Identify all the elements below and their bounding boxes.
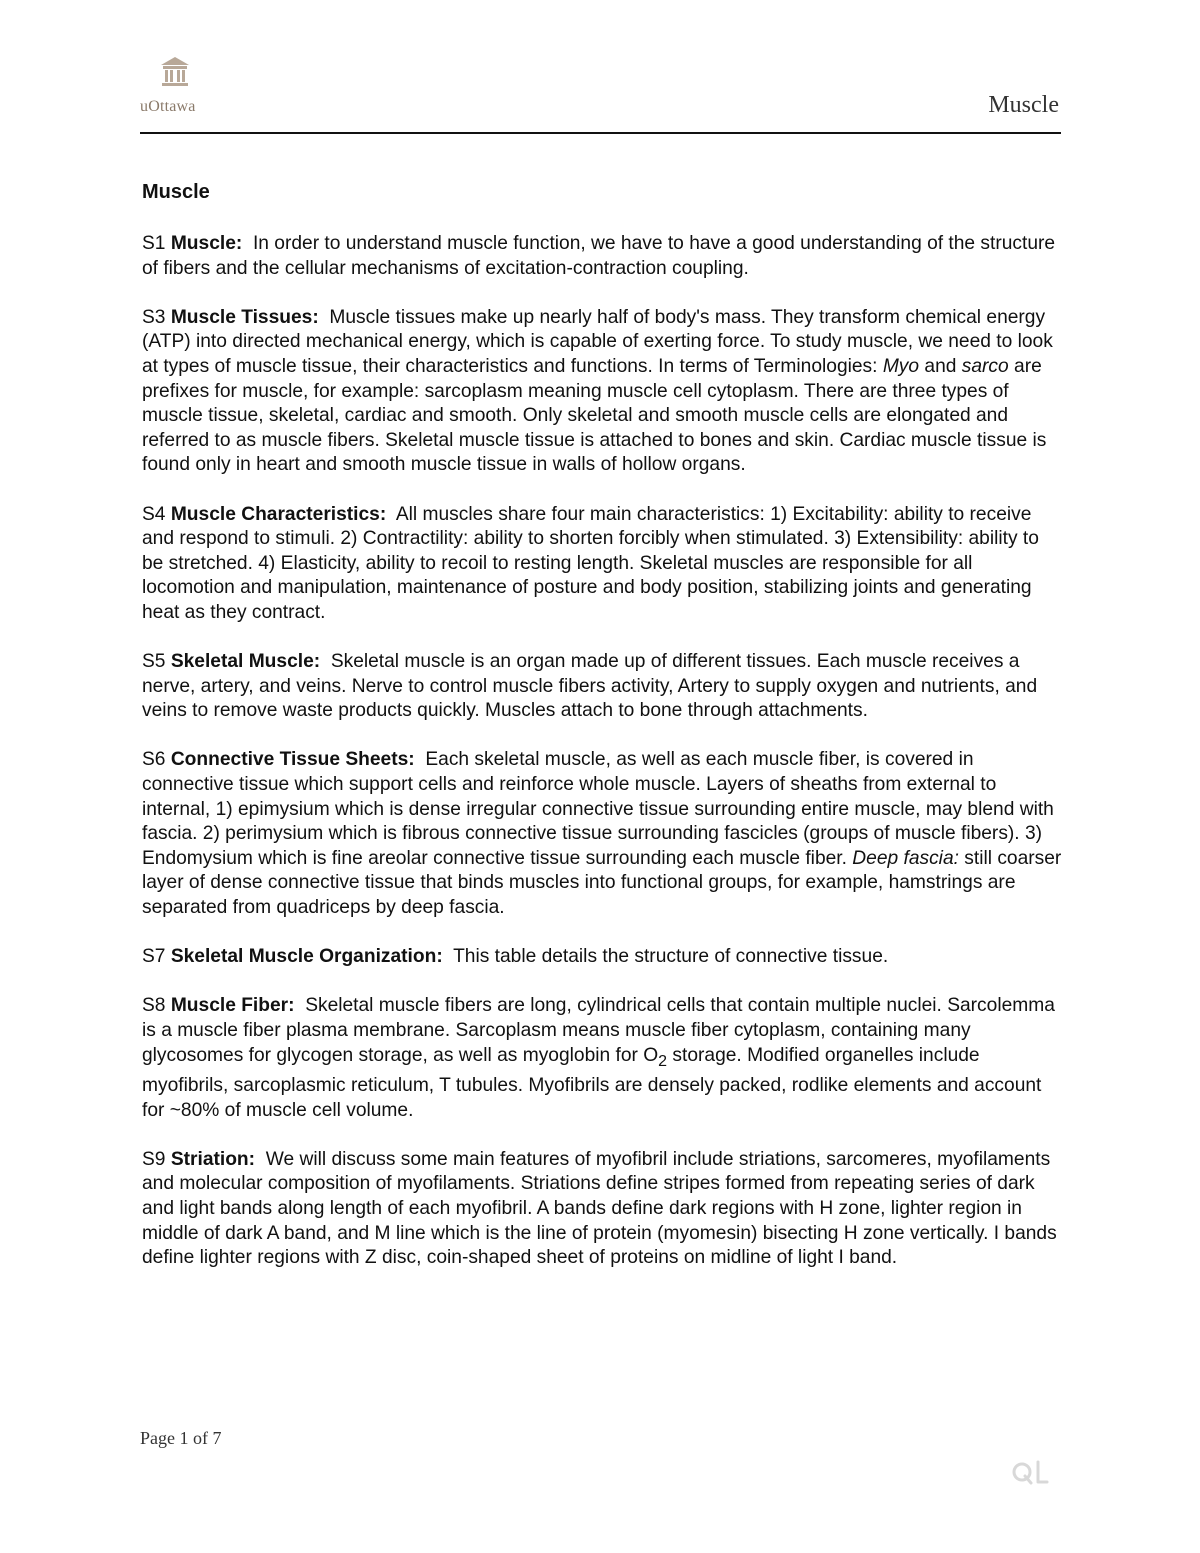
section-text: Skeletal muscle fibers are long, cylindrical cells that contain multiple nuclei. Sarcolemma is a muscle fiber plasma membrane. Sarcoplasm means muscle fiber cytoplasm, containing many glycosomes for glycogen storage, as well as myoglobin for O (142, 995, 1055, 1066)
section-s7 (142, 945, 1063, 970)
section-italic: Deep fascia: (852, 847, 959, 869)
section-s8 (142, 994, 1063, 1123)
section-text: Each skeletal muscle, as well as each muscle fiber, is covered in connective tissue which support cells and reinforce whole muscle. Layers of sheaths from external to internal, 1) epimysium which is dense irregular connective tissue surrounding entire muscle, may blend with fascia. 2) perimysium which is fibrous connective tissue surrounding fascicles (groups of muscle fibers). 3) Endomysium which is fine areolar connective tissue surrounding each muscle fiber. (142, 749, 1054, 869)
document-title: Muscle (142, 181, 210, 203)
section-id: S5 (142, 651, 166, 673)
section-heading: Striation: (170, 1148, 256, 1170)
section-text: still coarser layer of dense connective tissue that binds muscles into functional groups, for example, hamstrings are separated from quadriceps by deep fascia. (142, 847, 1062, 919)
section-heading: Muscle Characteristics: (170, 503, 387, 525)
section-s1 (142, 232, 1063, 281)
section-s9 (142, 1148, 1063, 1271)
section-id: S4 (142, 503, 166, 525)
section-s4 (142, 503, 1063, 626)
section-text: Skeletal muscle is an organ made up of different tissues. Each muscle receives a nerve, artery, and veins. Nerve to control muscle fibers activity, Artery to supply oxygen and nutrients, and veins to remove waste products quickly. Muscles attach to bone through attachments. (142, 651, 1038, 722)
section-heading: Connective Tissue Sheets: (170, 749, 415, 771)
section-text: Muscle tissues make up nearly half of body's mass. They transform chemical energy (ATP) into directed mechanical energy, which is capable of exerting force. To study muscle, we need to look at types of muscle tissue, their characteristics and functions. In terms of Terminologies: (142, 306, 1053, 377)
university-logo (140, 56, 212, 118)
section-text: and (919, 355, 962, 377)
section-heading: Muscle: (170, 233, 243, 254)
section-text: We will discuss some main features of myofibril include striations, sarcomeres, myofilaments and molecular composition of myofilaments. Striations define stripes formed from repeating series of dark and light bands along length of each myofibril. A bands define dark regions with H zone, lighter region in middle of dark A band, and M line which is the line of protein (myomesin) bisecting H zone vertically. I bands define lighter regions with Z disc, coin-shaped sheet of proteins on midline of light I band. (142, 1148, 1057, 1269)
section-heading: Skeletal Muscle Organization: (170, 946, 443, 968)
section-s5 (142, 650, 1063, 724)
section-id: S9 (142, 1148, 166, 1170)
section-text: This table details the structure of connective tissue. (453, 946, 889, 968)
section-id: S6 (142, 749, 166, 771)
section-italic: sarco (961, 355, 1009, 377)
section-s6 (142, 748, 1063, 920)
section-text: storage. Modified organelles include myofibrils, sarcoplasmic reticulum, T tubules. Myofibrils are densely packed, rodlike elements and account for ~80% of muscle cell volume. (142, 1044, 1042, 1121)
section-text: In order to understand muscle function, we have to have a good understanding of the structure of fibers and the cellular mechanisms of excitation-contraction coupling. (142, 233, 1056, 279)
section-id: S3 (142, 306, 166, 328)
logo-text: uOttawa (140, 98, 196, 115)
section-id: S7 (142, 946, 166, 968)
page-number: Page 1 of 7 (140, 1428, 222, 1448)
section-id: S1 (142, 233, 166, 254)
section-heading: Muscle Fiber: (170, 995, 295, 1017)
section-text: are prefixes for muscle, for example: sarcoplasm meaning muscle cell cytoplasm. There are three types of muscle tissue, skeletal, cardiac and smooth. Only skeletal and smooth muscle cells are elongated and referred to as muscle fibers. Skeletal muscle tissue is attached to bones and skin. Cardiac muscle tissue is found only in heart and smooth muscle tissue in walls of hollow organs. (142, 355, 1047, 476)
section-text: All muscles share four main characteristics: 1) Excitability: ability to receive and respond to stimuli. 2) Contractility: ability to shorten forcibly when stimulated. 3) Extensibility: ability to be stretched. 4) Elasticity, ability to recoil to resting length. Skeletal muscles are responsible for all locomotion and manipulation, maintenance of posture and body position, stabilizing joints and generating heat as they contract. (142, 503, 1039, 623)
section-heading: Skeletal Muscle: (170, 651, 321, 673)
page-header (140, 56, 1061, 134)
document-body (142, 176, 1063, 1295)
header-divider (140, 132, 1061, 134)
header-title: Muscle (988, 92, 1059, 118)
section-italic: Myo (882, 355, 920, 377)
building-icon (160, 56, 190, 88)
section-id: S8 (142, 995, 166, 1017)
ql-watermark-icon (1010, 1458, 1050, 1488)
section-s3 (142, 306, 1063, 478)
section-heading: Muscle Tissues: (170, 306, 319, 328)
subscript: 2 (658, 1052, 668, 1070)
